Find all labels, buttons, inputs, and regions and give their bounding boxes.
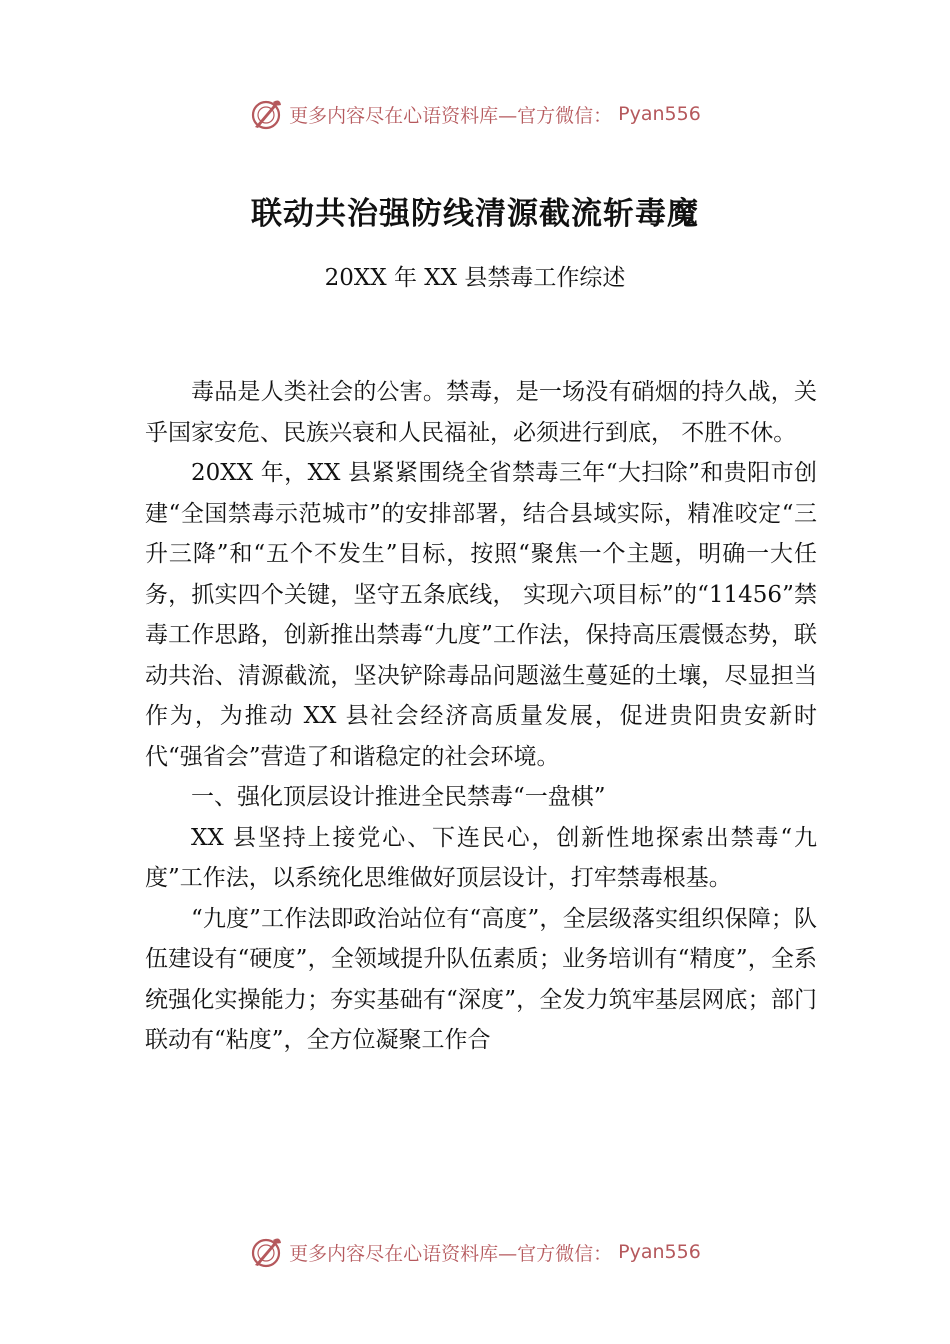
footer-watermark-banner: [0, 1232, 950, 1272]
document-title: 联动共治强防线清源截流斩毒魔: [251, 196, 699, 232]
header-watermark-text: 更多内容尽在心语资料库—官方微信：: [289, 104, 613, 127]
document-body: [145, 372, 817, 1061]
body-paragraph: “九度”工作法即政治站位有“高度”，全层级落实组织保障；队伍建设有“硬度”，全领域提升队伍素质；业务培训有“精度”，全系统强化实操能力；夯实基础有“深度”，全发力筑牢基层网底；部门联动有“粘度”，全方位凝聚工作合: [145, 905, 817, 1053]
body-paragraph: 20XX 年，XX 县紧紧围绕全省禁毒三年“大扫除”和贵阳市创建“全国禁毒示范城市”的安排部署，结合县域实际，精准咬定“三升三降”和“五个不发生”目标，按照“聚焦一个主题，明确一大任务，抓实四个关键，坚守五条底线， 实现六项目标”的“11456”禁毒工作思路，创新推出禁毒“九度”工作法，保持高压震慑态势，联动共治、清源截流，坚决铲除毒品问题滋生蔓延的土壤，尽显担当作为，为推动 XX 县社会经济高质量发展，促进贵阳贵安新时代“强省会”营造了和谐稳定的社会环境。: [145, 460, 817, 770]
section-heading: 一、强化顶层设计推进全民禁毒“一盘棋”: [191, 784, 606, 810]
document-subtitle: 20XX 年 XX 县禁毒工作综述: [324, 265, 626, 291]
quill-seal-icon: [249, 97, 283, 131]
body-paragraph: XX 县坚持上接党心、下连民心，创新性地探索出禁毒“九度”工作法，以系统化思维做好顶层设计，打牢禁毒根基。: [145, 824, 817, 891]
body-paragraph: 毒品是人类社会的公害。禁毒，是一场没有硝烟的持久战，关乎国家安危、民族兴衰和人民福祉，必须进行到底， 不胜不休。: [145, 379, 817, 446]
header-wechat-handle: Pyan556: [618, 103, 701, 125]
header-watermark-banner: [0, 94, 950, 134]
quill-seal-icon: [249, 1235, 283, 1269]
footer-wechat-handle: Pyan556: [618, 1241, 701, 1263]
footer-watermark-text: 更多内容尽在心语资料库—官方微信：: [289, 1242, 613, 1265]
